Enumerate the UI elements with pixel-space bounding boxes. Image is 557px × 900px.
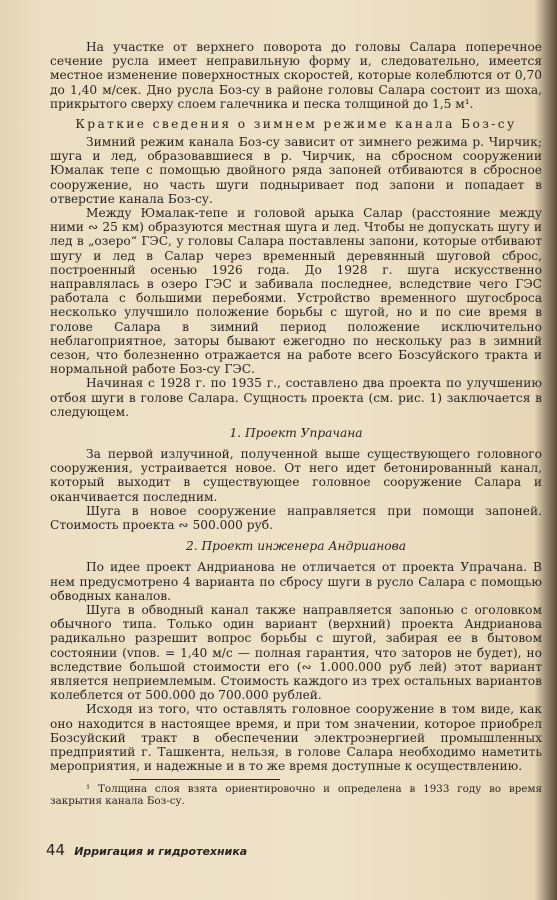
page-number: 44 (46, 841, 66, 859)
paragraph-5: За первой излучиной, полученной выше существующего головного сооружения, устраивается новое. От него идет бетонированный канал, который выходит в существующее головное сооружение Салара и оканчивается последним. (50, 447, 542, 504)
paragraph-7: По идее проект Андрианова не отличается от проекта Упрачана. В нем предусмотрено 4 варианта по сбросу шуги в русло Салара с помощью обводных каналов. (50, 560, 542, 603)
footnote: ¹ Толщина слоя взята ориентировочно и определена в 1933 году во время закрытия канала Боз-су. (50, 783, 542, 808)
paragraph-8: Шуга в обводный канал также направляется запонью с оголовком обычного типа. Только один вариант (верхний) проекта Андрианова радикально разрешит вопрос борьбы с шугой, забирая ее в бытовом состоянии (vпов. = 1,40 м/с — полная гарантия, что заторов не будет), но вследствие большой стоимости его (∾ 1.000.000 руб лей) этот вариант является неприемлемым. Стоимость каждого из трех остальных вариантов колеблется от 500.000 до 700.000 рублей. (50, 602, 542, 703)
subheading-andrianov-project: 2. Проект инженера Андрианова (186, 539, 406, 554)
paragraph-2: Зимний режим канала Боз-су зависит от зимнего режима р. Чирчик; шуга и лед, образовавшиеся в р. Чирчик, на сбросном сооружении Юмалак тепе с помощью двойного ряда запоней отбиваются в сбросное сооружение, но часть шуги подныривает под запони и попадает в отверстие канала Боз-су. (50, 135, 542, 206)
footnote-divider (130, 779, 280, 780)
paragraph-1: На участке от верхнего поворота до головы Салара поперечное сечение русла имеет неправильную форму и, следовательно, имеется местное изменение поверхностных скоростей, которые колеблются от 0,70 до 1,40 м/сек. Дно русла Боз-су в районе головы Салара состоит из шоха, прикрытого сверху слоем галечника и песка толщиной до 1,5 м¹. (50, 40, 542, 111)
section-heading-winter-regime: Краткие сведения о зимнем режиме канала Боз-су (75, 117, 517, 132)
paragraph-6: Шуга в новое сооружение направляется при помощи запоней. Стоимость проекта ∾ 500.000 руб. (50, 503, 542, 533)
paragraph-4: Начиная с 1928 г. по 1935 г., составлено два проекта по улучшению отбоя шуги в голове Салара. Сущность проекта (см. рис. 1) заключается в следующем. (50, 376, 542, 419)
subheading-uprachan-project: 1. Проект Упрачана (229, 426, 363, 441)
page-footer (46, 840, 247, 859)
paragraph-9: Исходя из того, что оставлять головное сооружение в том виде, как оно находится в настоящее время, и при том значении, которое приобрел Бозсуйский тракт в обеспечении электроэнергией промышленных предприятий г. Ташкента, нельзя, в голове Салара необходимо наметить мероприятия, и надежные и в то же время доступные к осуществлению. (50, 702, 542, 774)
paragraph-3: Между Юмалак-тепе и головой арыка Салар (расстояние между ними ∾ 25 км) образуются местная шуга и лед. Чтобы не допускать шугу и лед в „озеро“ ГЭС, у головы Салара поставлены запони, которые отбивают шугу и лед в Салар через временный деревянный шуговой сброс, построенный осенью 1926 года. До 1928 г. шуга искусственно направлялась в озеро ГЭС и забивала последнее, вследствие чего ГЭС работала с большими перебоями. Устройство временного шугосброса несколько улучшило положение борьбы с шугой, но и по сие время в голове Салара в зимний период положение исключительно неблагоприятное, заторы бывают ежегодно по нескольку раз в зимний сезон, что болезненно отражается на работе всего Бозсуйского тракта и нормальной работе Боз-су ГЭС. (50, 206, 542, 377)
journal-title: Ирригация и гидротехника (74, 845, 248, 858)
text-column (50, 40, 542, 807)
